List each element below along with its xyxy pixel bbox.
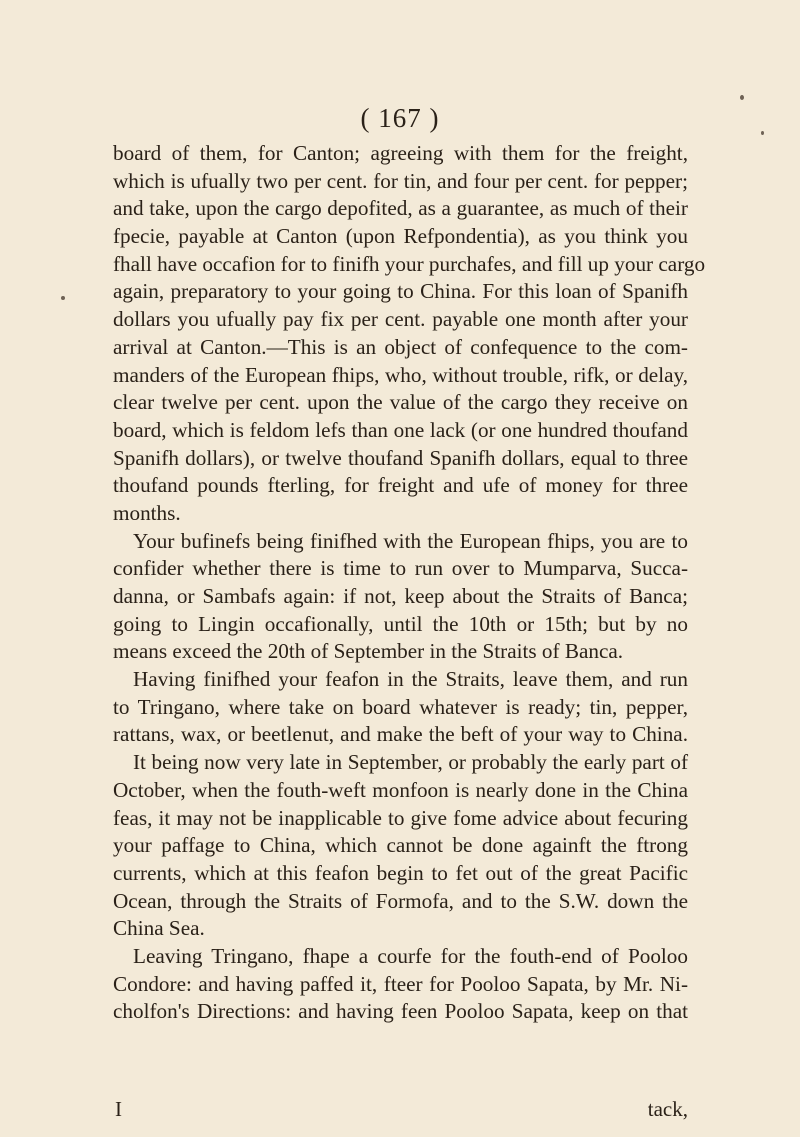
text-line: and take, upon the cargo depofited, as a guarantee, as much of their: [113, 196, 688, 221]
text-line: China Sea.: [113, 916, 205, 941]
paper-speck: [761, 131, 764, 135]
text-line: board, which is feldom lefs than one lack (or one hundred thoufand: [113, 417, 688, 442]
body-text: [113, 140, 706, 1026]
text-line: fhall have occafion for to finifh your purchafes, and fill up your cargo: [113, 251, 706, 276]
text-line: rattans, wax, or beetlenut, and make the beft of your way to China.: [113, 722, 688, 747]
text-line: to Tringano, where take on board whatever is ready; tin, pepper,: [113, 694, 688, 719]
text-line: currents, which at this feafon begin to fet out of the great Pacific: [113, 860, 688, 885]
text-line: months.: [113, 500, 181, 525]
paper-speck: [61, 296, 65, 300]
text-line: Your bufinefs being finifhed with the European fhips, you are to: [133, 528, 688, 553]
text-line: Condore: and having paffed it, fteer for Pooloo Sapata, by Mr. Ni-: [113, 971, 688, 996]
text-line: It being now very late in September, or probably the early part of: [133, 750, 688, 775]
text-line: October, when the fouth-weft monfoon is nearly done in the China: [113, 777, 688, 802]
text-line: cholfon's Directions: and having feen Pooloo Sapata, keep on that: [113, 999, 688, 1024]
paper-speck: [740, 95, 744, 100]
page-number: ( 167 ): [360, 103, 440, 133]
text-line: danna, or Sambafs again: if not, keep about the Straits of Banca;: [113, 584, 688, 608]
text-line: feas, it may not be inapplicable to give fome advice about fecuring: [113, 805, 688, 830]
text-line: clear twelve per cent. upon the value of the cargo they receive on: [113, 390, 688, 415]
text-line: going to Lingin occafionally, until the 10th or 15th; but by no: [113, 611, 688, 636]
text-line: dollars you ufually pay fix per cent. payable one month after your: [113, 307, 688, 332]
text-line: fpecie, payable at Canton (upon Refpondentia), as you think you: [113, 224, 688, 249]
text-line: which is ufually two per cent. for tin, and four per cent. for pepper;: [113, 168, 688, 193]
text-line: board of them, for Canton; agreeing with them for the freight,: [113, 141, 688, 165]
text-line: arrival at Canton.—This is an object of confequence to the com-: [113, 334, 688, 359]
text-line: thoufand pounds fterling, for freight and ufe of money for three: [113, 473, 688, 498]
text-line: means exceed the 20th of September in the Straits of Banca.: [113, 639, 624, 664]
catchword: tack,: [647, 1097, 688, 1121]
text-line: Leaving Tringano, fhape a courfe for the fouth-end of Pooloo: [133, 943, 688, 968]
text-line: again, preparatory to your going to China. For this loan of Spanifh: [113, 279, 688, 304]
text-line: manders of the European fhips, who, without trouble, rifk, or delay,: [113, 362, 688, 387]
text-line: Ocean, through the Straits of Formofa, and to the S.W. down the: [113, 888, 688, 913]
signature-mark: I: [115, 1097, 122, 1121]
text-line: your paffage to China, which cannot be done againft the ftrong: [113, 833, 688, 858]
page-footer: [113, 1097, 688, 1123]
text-line: Having finifhed your feafon in the Straits, leave them, and run: [133, 667, 688, 692]
text-line: confider whether there is time to run over to Mumparva, Succa-: [113, 556, 688, 581]
text-line: Spanifh dollars), or twelve thoufand Spanifh dollars, equal to three: [113, 445, 688, 470]
